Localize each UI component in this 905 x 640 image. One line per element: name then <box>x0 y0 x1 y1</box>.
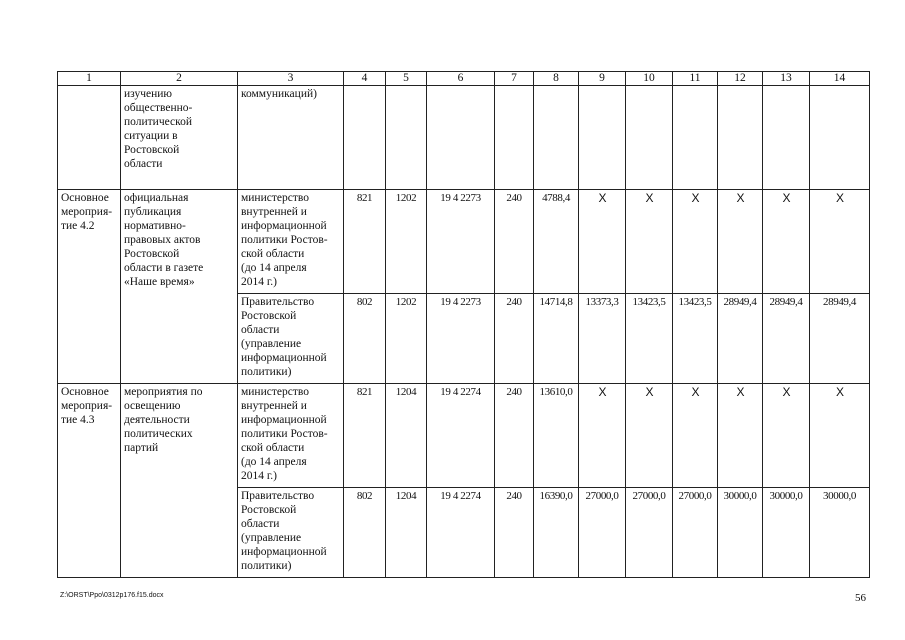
value-cell <box>763 86 810 190</box>
value-cell <box>386 86 427 190</box>
header-cell: 12 <box>718 72 763 86</box>
activity-cell: Основное мероприя- тие 4.2 <box>58 190 121 384</box>
header-cell: 5 <box>386 72 427 86</box>
value-cell: X <box>763 384 810 488</box>
value-cell: 240 <box>495 384 534 488</box>
value-cell: X <box>579 190 626 294</box>
executor-cell: коммуникаций) <box>238 86 344 190</box>
value-cell: 1202 <box>386 190 427 294</box>
activity-cell <box>58 86 121 190</box>
value-cell: 802 <box>344 488 386 578</box>
value-cell: X <box>579 384 626 488</box>
value-cell: 30000,0 <box>763 488 810 578</box>
header-cell: 2 <box>121 72 238 86</box>
value-cell: X <box>718 190 763 294</box>
value-cell: X <box>718 384 763 488</box>
table-row <box>58 384 870 488</box>
value-cell <box>344 86 386 190</box>
value-cell: 27000,0 <box>579 488 626 578</box>
header-cell: 7 <box>495 72 534 86</box>
description-cell: мероприятия по освещению деятельности политических партий <box>121 384 238 578</box>
budget-table <box>57 71 870 578</box>
header-cell: 13 <box>763 72 810 86</box>
value-cell: 27000,0 <box>673 488 718 578</box>
value-cell: 30000,0 <box>718 488 763 578</box>
value-cell <box>673 86 718 190</box>
page-number: 56 <box>855 592 866 604</box>
value-cell: 27000,0 <box>626 488 673 578</box>
value-cell <box>534 86 579 190</box>
executor-cell: министерство внутренней и информационной политики Ростов- ской области (до 14 апреля 2014 г.) <box>238 384 344 488</box>
value-cell <box>810 86 870 190</box>
value-cell: 28949,4 <box>763 294 810 384</box>
header-cell: 9 <box>579 72 626 86</box>
value-cell <box>579 86 626 190</box>
value-cell: 802 <box>344 294 386 384</box>
header-cell: 14 <box>810 72 870 86</box>
value-cell: X <box>810 190 870 294</box>
value-cell: 821 <box>344 190 386 294</box>
description-cell: изучению общественно- политической ситуации в Ростовской области <box>121 86 238 190</box>
value-cell: 28949,4 <box>810 294 870 384</box>
header-cell: 6 <box>427 72 495 86</box>
executor-cell: Правительство Ростовской области (управление информационной политики) <box>238 294 344 384</box>
value-cell: 240 <box>495 294 534 384</box>
value-cell: 13423,5 <box>673 294 718 384</box>
value-cell: 19 4 2274 <box>427 488 495 578</box>
value-cell: 19 4 2274 <box>427 384 495 488</box>
value-cell: 4788,4 <box>534 190 579 294</box>
header-row <box>58 72 870 86</box>
activity-cell: Основное мероприя- тие 4.3 <box>58 384 121 578</box>
header-cell: 1 <box>58 72 121 86</box>
value-cell <box>626 86 673 190</box>
value-cell: 821 <box>344 384 386 488</box>
value-cell: 19 4 2273 <box>427 190 495 294</box>
value-cell: 30000,0 <box>810 488 870 578</box>
value-cell: X <box>673 384 718 488</box>
value-cell: 1202 <box>386 294 427 384</box>
value-cell: 240 <box>495 190 534 294</box>
value-cell <box>718 86 763 190</box>
value-cell: 16390,0 <box>534 488 579 578</box>
value-cell: 19 4 2273 <box>427 294 495 384</box>
value-cell: 13373,3 <box>579 294 626 384</box>
value-cell: 240 <box>495 488 534 578</box>
value-cell: 13423,5 <box>626 294 673 384</box>
value-cell: 13610,0 <box>534 384 579 488</box>
header-cell: 3 <box>238 72 344 86</box>
value-cell: 1204 <box>386 488 427 578</box>
value-cell <box>427 86 495 190</box>
table-row <box>58 190 870 294</box>
value-cell: 28949,4 <box>718 294 763 384</box>
value-cell <box>495 86 534 190</box>
value-cell: X <box>810 384 870 488</box>
description-cell: официальная публикация нормативно- правовых актов Ростовской области в газете «Наше время» <box>121 190 238 384</box>
executor-cell: Правительство Ростовской области (управление информационной политики) <box>238 488 344 578</box>
value-cell: 1204 <box>386 384 427 488</box>
header-cell: 11 <box>673 72 718 86</box>
table-row <box>58 86 870 190</box>
header-cell: 8 <box>534 72 579 86</box>
file-path: Z:\ORST\Ppo\0312p176.f15.docx <box>60 592 164 599</box>
value-cell: X <box>626 190 673 294</box>
value-cell: X <box>626 384 673 488</box>
header-cell: 4 <box>344 72 386 86</box>
value-cell: X <box>673 190 718 294</box>
executor-cell: министерство внутренней и информационной политики Ростов- ской области (до 14 апреля 2014 г.) <box>238 190 344 294</box>
value-cell: 14714,8 <box>534 294 579 384</box>
value-cell: X <box>763 190 810 294</box>
header-cell: 10 <box>626 72 673 86</box>
